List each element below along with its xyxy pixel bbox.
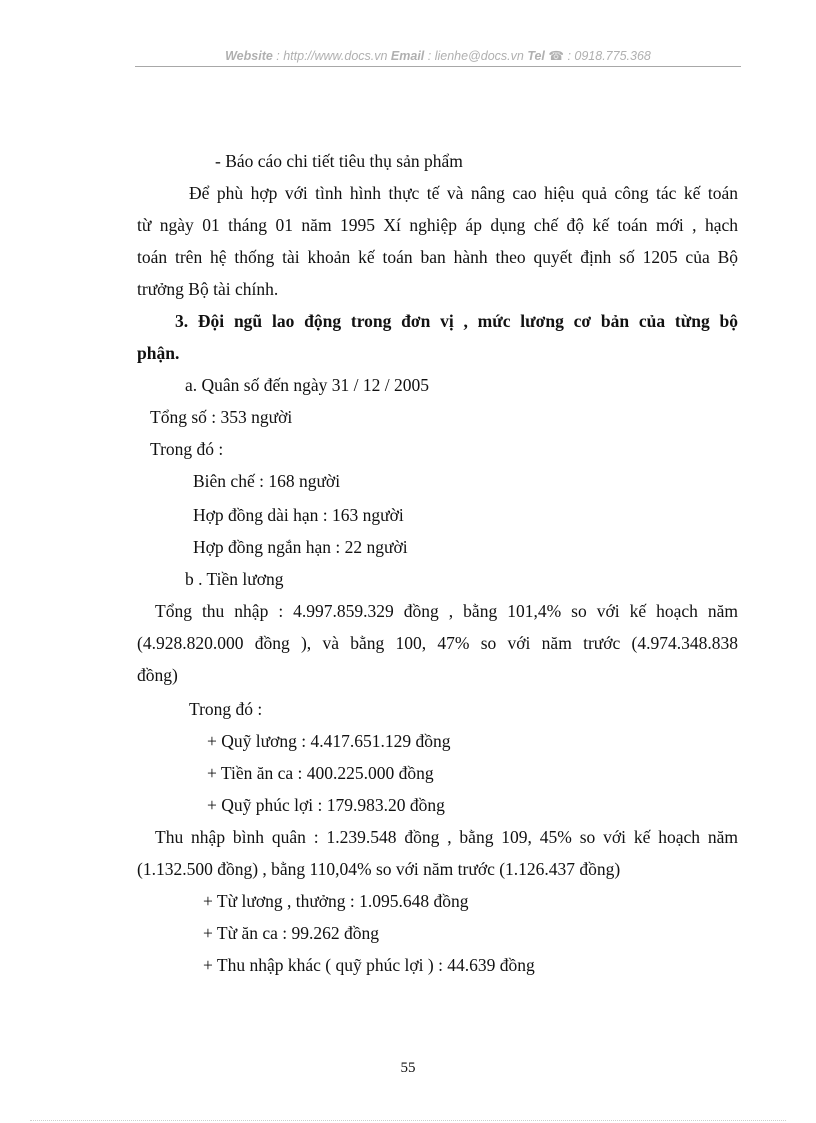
average-income-line-2: (1.132.500 đồng) , bằng 110,04% so với năm trước (1.126.437 đồng)	[137, 859, 621, 879]
tel-label: Tel	[527, 49, 545, 63]
from-wage: + Từ lương , thưởng : 1.095.648 đồng	[203, 891, 469, 911]
from-meal: + Từ ăn ca : 99.262 đồng	[203, 923, 380, 943]
bottom-divider	[30, 1120, 786, 1121]
report-line: - Báo cáo chi tiết tiêu thụ sản phẩm	[215, 151, 463, 171]
paragraph-line-4: trưởng Bộ tài chính.	[137, 279, 279, 299]
header-divider	[135, 66, 741, 67]
salary-title: b . Tiền lương	[185, 569, 284, 589]
meal-allowance: + Tiền ăn ca : 400.225.000 đồng	[207, 763, 434, 783]
section-heading-cont: phận.	[137, 343, 180, 363]
staff-permanent: Biên chế : 168 người	[193, 471, 341, 491]
income-line-3: đồng)	[137, 665, 178, 685]
staff-title: a. Quân số đến ngày 31 / 12 / 2005	[185, 375, 429, 395]
paragraph-line-3: toán trên hệ thống tài khoản kế toán ban hành theo quyết định số 1205 của Bộ	[137, 247, 738, 267]
staff-total: Tổng số : 353 người	[150, 407, 293, 427]
paragraph-line-2: từ ngày 01 tháng 01 năm 1995 Xí nghiệp áp dụng chế độ kế toán mới , hạch	[137, 215, 738, 235]
page-number: 55	[400, 1060, 416, 1076]
paragraph-line-1: Để phù hợp với tình hình thực tế và nâng cao hiệu quả công tác kế toán	[189, 183, 738, 203]
average-income-line-1: Thu nhập bình quân : 1.239.548 đồng , bằng 109, 45% so với kế hoạch năm	[155, 827, 738, 847]
staff-long-term: Hợp đồng dài hạn : 163 người	[193, 505, 404, 525]
income-line-1: Tổng thu nhập : 4.997.859.329 đồng , bằng 101,4% so với kế hoạch năm	[155, 601, 738, 621]
section-heading: 3. Đội ngũ lao động trong đơn vị , mức lương cơ bản của từng bộ	[175, 311, 738, 331]
website-value[interactable]: : http://www.docs.vn	[272, 49, 391, 63]
income-line-2: (4.928.820.000 đồng ), và bằng 100, 47% so với năm trước (4.974.348.838	[137, 633, 738, 653]
phone-icon: ☎	[548, 49, 564, 63]
salary-of-which: Trong đó :	[189, 699, 263, 719]
wage-fund: + Quỹ lương : 4.417.651.129 đồng	[207, 731, 451, 751]
staff-short-term: Hợp đồng ngắn hạn : 22 người	[193, 537, 408, 557]
other-income: + Thu nhập khác ( quỹ phúc lợi ) : 44.639 đồng	[203, 955, 535, 975]
staff-of-which: Trong đó :	[150, 439, 224, 459]
email-value[interactable]: : lienhe@docs.vn	[424, 49, 528, 63]
website-label: Website	[225, 49, 273, 63]
email-label: Email	[390, 49, 425, 63]
welfare-fund: + Quỹ phúc lợi : 179.983.20 đồng	[207, 795, 445, 815]
tel-value: : 0918.775.368	[563, 49, 651, 63]
page-header	[135, 48, 741, 63]
